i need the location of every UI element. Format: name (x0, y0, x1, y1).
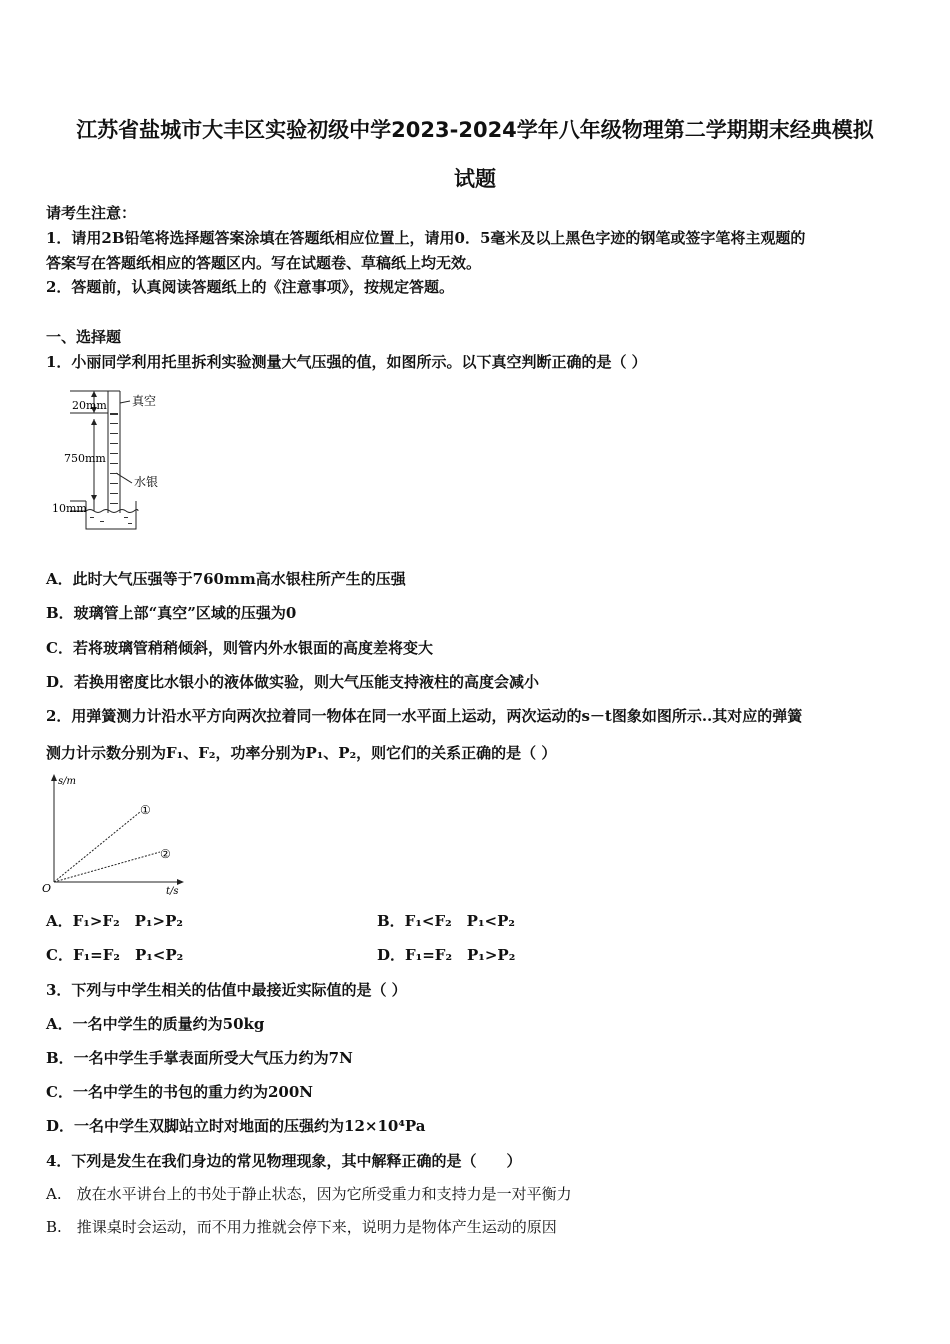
q3-option-c: C．一名中学生的书包的重力约为200N (46, 1083, 313, 1101)
page-title: 江苏省盐城市大丰区实验初级中学2023-2024学年八年级物理第二学期期末经典模拟 (76, 118, 874, 142)
q1-option-c: C．若将玻璃管稍稍倾斜，则管内外水银面的高度差将变大 (46, 639, 433, 657)
label-mercury: 水银 (134, 475, 159, 489)
q2-st-graph (40, 772, 190, 898)
q1-torricelli-figure (48, 383, 188, 533)
q4-option-a: A. 放在水平讲台上的书处于静止状态，因为它所受重力和支持力是一对平衡力 (46, 1185, 572, 1203)
q1-option-d: D．若换用密度比水银小的液体做实验，则大气压能支持液柱的高度会减小 (46, 673, 540, 691)
label-vacuum: 真空 (132, 394, 157, 408)
q2-option-b: B．F₁<F₂ P₁<P₂ (377, 912, 515, 930)
q2-stem-cont: 测力计示数分别为F₁、F₂，功率分别为P₁、P₂，则它们的关系正确的是（ ） (46, 744, 557, 762)
t-axis-label: t/s (166, 886, 179, 897)
s-axis-label: s/m (58, 776, 76, 787)
q2-option-d: D．F₁=F₂ P₁>P₂ (377, 946, 516, 964)
q2-option-a: A．F₁>F₂ P₁>P₂ (46, 912, 183, 930)
q2-stem: 2．用弹簧测力计沿水平方向两次拉着同一物体在同一水平面上运动，两次运动的s－t图象如图所示..其对应的弹簧 (46, 707, 803, 725)
q1-option-a: A．此时大气压强等于760mm高水银柱所产生的压强 (46, 570, 406, 588)
q3-stem: 3．下列与中学生相关的估值中最接近实际值的是（ ） (46, 981, 407, 999)
label-10mm: 10mm (52, 502, 87, 515)
q3-option-b: B．一名中学生手掌表面所受大气压力约为7N (46, 1049, 353, 1067)
page-title-continued: 试题 (454, 167, 496, 191)
line-2-label: ② (160, 847, 171, 861)
q3-option-d: D．一名中学生双脚站立时对地面的压强约为12×10⁴Pa (46, 1117, 426, 1135)
q1-option-b: B．玻璃管上部“真空”区域的压强为0 (46, 604, 297, 622)
label-750mm: 750mm (64, 452, 106, 465)
q1-stem: 1．小丽同学利用托里拆利实验测量大气压强的值，如图所示。以下真空判断正确的是（ ） (46, 353, 647, 371)
notice-item-2: 2．答题前，认真阅读答题纸上的《注意事项》，按规定答题。 (46, 278, 454, 296)
q3-option-a: A．一名中学生的质量约为50kg (46, 1015, 265, 1033)
q2-option-c: C．F₁=F₂ P₁<P₂ (46, 946, 184, 964)
origin-label: O (42, 882, 52, 895)
line-1-label: ① (140, 803, 151, 817)
section-heading: 一、选择题 (46, 328, 122, 346)
notice-item-1-cont: 答案写在答题纸相应的答题区内。写在试题卷、草稿纸上均无效。 (46, 254, 482, 272)
graph-line-2 (54, 852, 160, 882)
q4-option-b: B. 推课桌时会运动，而不用力推就会停下来，说明力是物体产生运动的原因 (46, 1218, 557, 1236)
mercury-column (90, 413, 132, 524)
label-20mm: 20mm (72, 399, 107, 412)
notice-item-1: 1．请用2B铅笔将选择题答案涂填在答题纸相应位置上，请用0．5毫米及以上黑色字迹的钢笔或签字笔将主观题的 (46, 229, 806, 247)
graph-line-1 (54, 812, 140, 882)
notice-heading: 请考生注意： (46, 204, 137, 222)
q4-stem: 4．下列是发生在我们身边的常见物理现象，其中解释正确的是（ ） (46, 1152, 522, 1170)
